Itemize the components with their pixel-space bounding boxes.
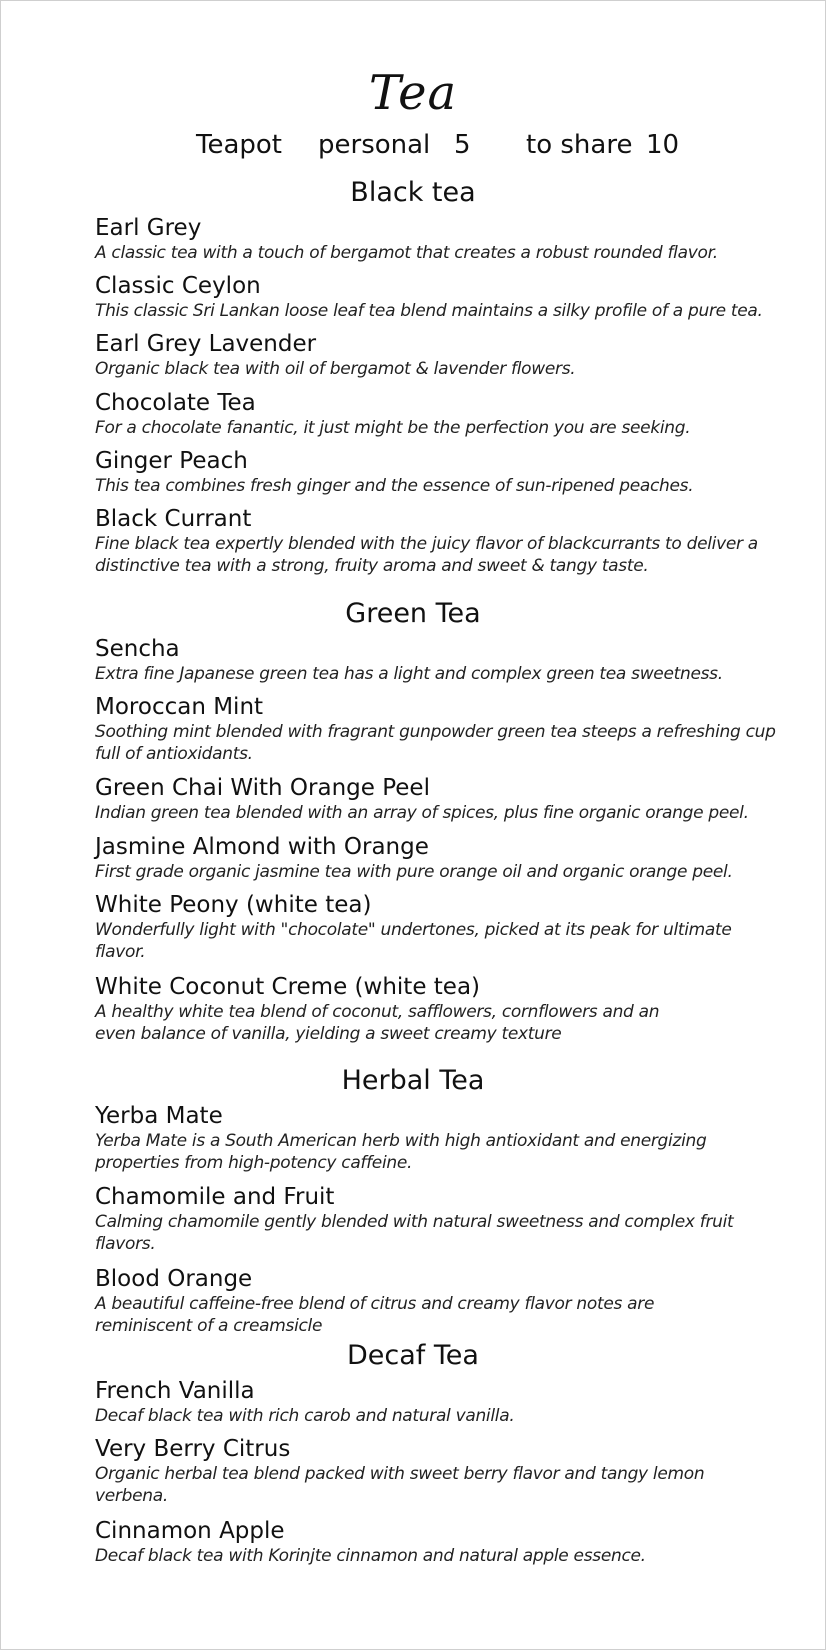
menu-item xyxy=(95,833,785,883)
item-name: Sencha xyxy=(95,636,180,662)
item-description: Calming chamomile gently blended with natural sweetness and complex fruit flavors. xyxy=(95,1212,734,1254)
menu-item xyxy=(95,774,785,824)
menu-item xyxy=(95,1517,785,1567)
item-name: Chocolate Tea xyxy=(95,390,256,416)
menu-item xyxy=(95,272,785,322)
share-price: 10 xyxy=(646,130,680,160)
menu-item xyxy=(95,505,785,577)
item-description: Organic black tea with oil of bergamot & lavender flowers. xyxy=(95,359,576,379)
item-name: Blood Orange xyxy=(95,1266,253,1292)
menu-item xyxy=(95,330,785,380)
item-description: Soothing mint blended with fragrant gunpowder green tea steeps a refreshing cup full of antioxidants. xyxy=(95,722,776,764)
item-name: Yerba Mate xyxy=(95,1103,223,1129)
item-description: Organic herbal tea blend packed with sweet berry flavor and tangy lemon verbena. xyxy=(95,1464,705,1506)
item-description: A classic tea with a touch of bergamot that creates a robust rounded flavor. xyxy=(95,243,718,263)
item-description: A healthy white tea blend of coconut, safflowers, cornflowers and an even balance of vanilla, yielding a sweet creamy texture xyxy=(95,1002,660,1044)
menu-item xyxy=(95,693,785,765)
item-name: Cinnamon Apple xyxy=(95,1518,285,1544)
item-name: Ginger Peach xyxy=(95,448,248,474)
item-description: Decaf black tea with Korinjte cinnamon and natural apple essence. xyxy=(95,1546,646,1566)
menu-item xyxy=(95,1102,785,1174)
teapot-label: Teapot xyxy=(196,130,282,160)
personal-price: 5 xyxy=(454,130,471,160)
item-description: This classic Sri Lankan loose leaf tea blend maintains a silky profile of a pure tea. xyxy=(95,301,763,321)
item-name: Jasmine Almond with Orange xyxy=(95,834,429,860)
section-title-decaf: Decaf Tea xyxy=(347,1340,479,1371)
menu-item xyxy=(95,1183,785,1255)
item-name: White Coconut Creme (white tea) xyxy=(95,974,481,1000)
menu-item xyxy=(95,973,785,1045)
section-title-herbal: Herbal Tea xyxy=(341,1065,485,1096)
item-name: French Vanilla xyxy=(95,1378,255,1404)
item-description: Indian green tea blended with an array of spices, plus fine organic orange peel. xyxy=(95,803,749,823)
item-description: This tea combines fresh ginger and the essence of sun-ripened peaches. xyxy=(95,476,694,496)
menu-item xyxy=(95,891,785,963)
item-description: Wonderfully light with "chocolate" undertones, picked at its peak for ultimate flavor. xyxy=(95,920,732,962)
menu-item xyxy=(95,1377,785,1427)
item-name: Earl Grey Lavender xyxy=(95,331,317,357)
menu-item xyxy=(95,1265,785,1337)
item-description: Fine black tea expertly blended with the juicy flavor of blackcurrants to deliver a distinctive tea with a strong, fruity aroma and sweet & tangy taste. xyxy=(95,534,758,576)
personal-label: personal xyxy=(318,130,431,160)
section-title-green: Green Tea xyxy=(345,598,481,629)
item-description: Decaf black tea with rich carob and natural vanilla. xyxy=(95,1406,515,1426)
item-name: Black Currant xyxy=(95,506,252,532)
menu-item xyxy=(95,1435,785,1507)
menu-item xyxy=(95,389,785,439)
menu-item xyxy=(95,635,785,685)
section-title-black: Black tea xyxy=(350,177,476,208)
item-description: First grade organic jasmine tea with pure orange oil and organic orange peel. xyxy=(95,862,733,882)
item-description: Extra fine Japanese green tea has a light and complex green tea sweetness. xyxy=(95,664,723,684)
item-description: Yerba Mate is a South American herb with high antioxidant and energizing properties from high-potency caffeine. xyxy=(95,1131,707,1173)
item-name: Chamomile and Fruit xyxy=(95,1184,335,1210)
menu-title: Tea xyxy=(368,65,458,121)
item-name: Green Chai With Orange Peel xyxy=(95,775,430,801)
item-name: Moroccan Mint xyxy=(95,694,264,720)
share-label: to share xyxy=(526,130,633,160)
menu-item xyxy=(95,214,785,264)
item-description: For a chocolate fanantic, it just might be the perfection you are seeking. xyxy=(95,418,691,438)
menu-item xyxy=(95,447,785,497)
item-name: Earl Grey xyxy=(95,215,202,241)
item-name: Classic Ceylon xyxy=(95,273,261,299)
item-name: Very Berry Citrus xyxy=(95,1436,291,1462)
item-description: A beautiful caffeine-free blend of citrus and creamy flavor notes are reminiscent of a creamsicle xyxy=(95,1294,655,1336)
item-name: White Peony (white tea) xyxy=(95,892,372,918)
